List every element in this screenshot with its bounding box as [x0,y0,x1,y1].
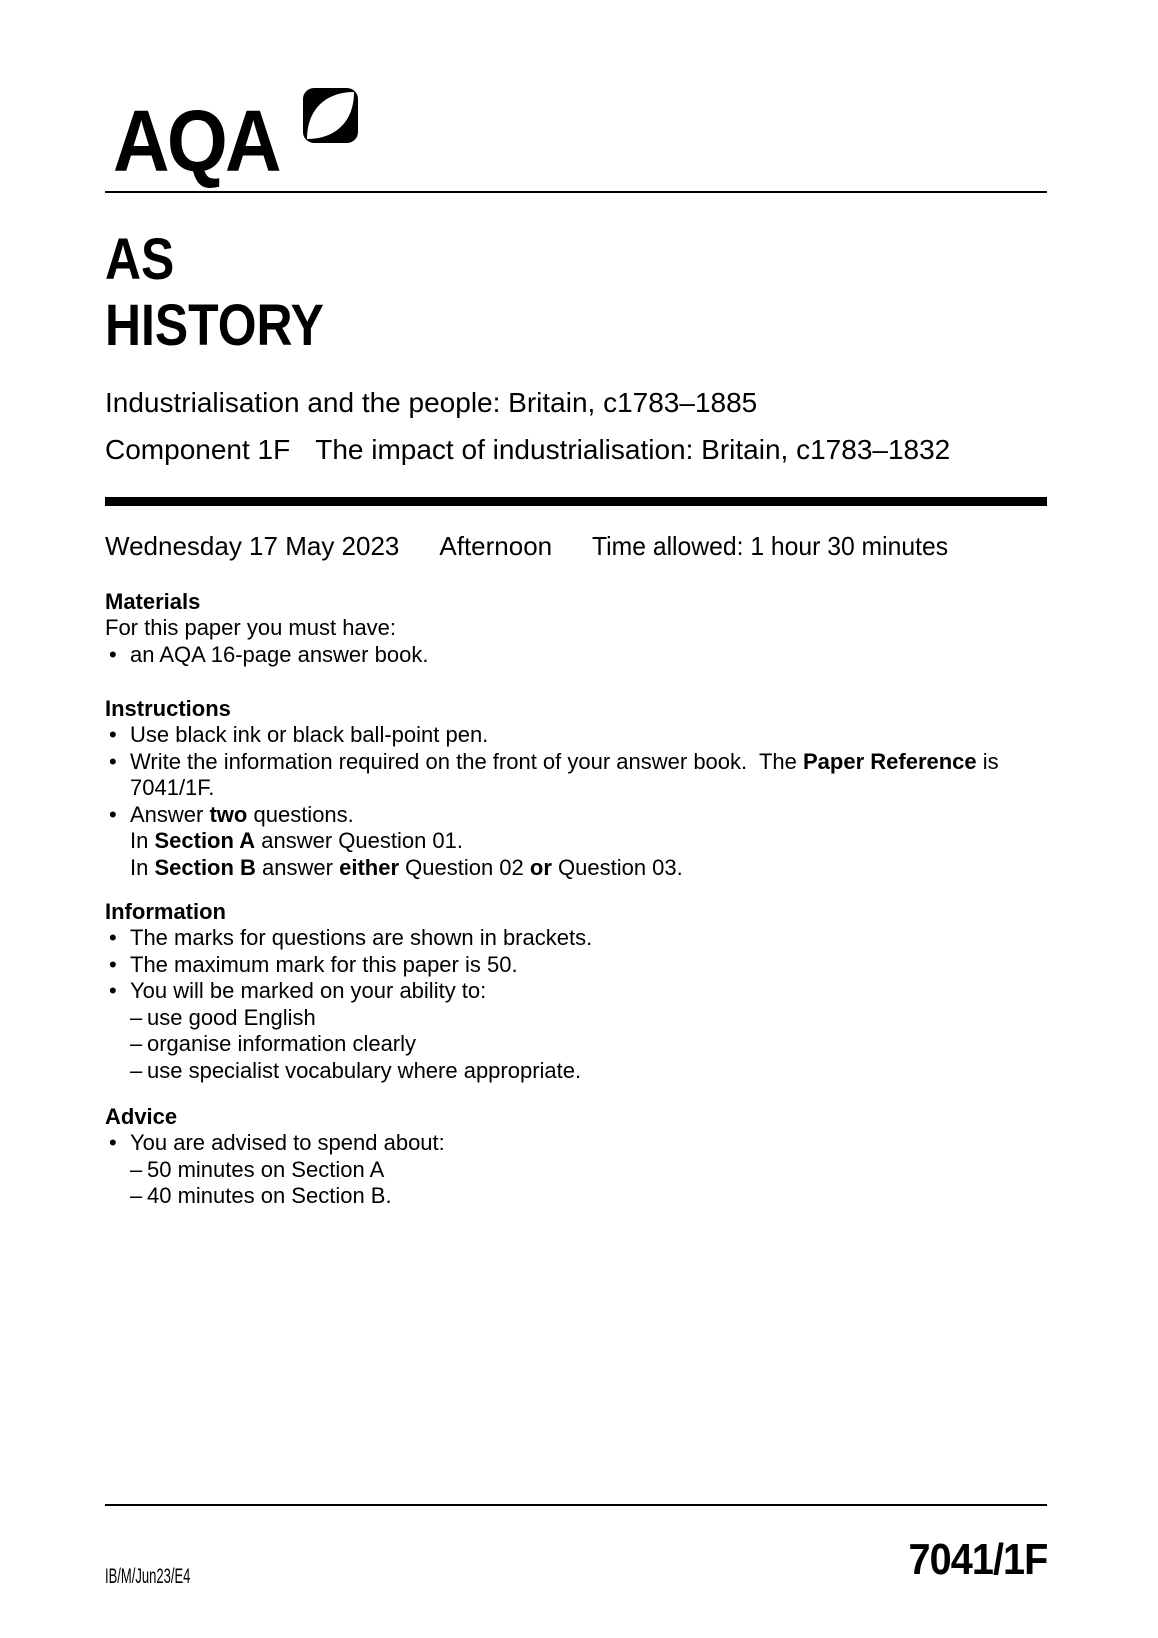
list-item [105,1130,1070,1157]
text: Answer [130,801,210,827]
page-title [105,227,324,359]
list-subitem [105,1058,1070,1085]
bullet-icon: • [109,951,117,977]
text: an AQA 16-page answer book. [130,641,429,667]
section-instructions [105,695,1070,881]
dash-icon: – [130,1004,143,1030]
list-item [105,642,1070,669]
dash-icon: – [130,1057,143,1083]
text: use good English [147,1004,316,1030]
title-divider [105,497,1047,506]
text: Question 02 [399,854,530,880]
bullet-list [105,925,1070,1084]
bold-text: either [339,854,400,880]
bullet-list [105,722,1070,881]
list-item-text [130,642,1070,669]
section-intro: For this paper you must have: [105,615,397,640]
text: use specialist vocabulary where appropriate. [147,1057,582,1083]
text: In [130,854,155,880]
exam-date: Wednesday 17 May 2023 [105,531,400,561]
bullet-icon: • [109,1130,117,1155]
dash-icon: – [130,1183,143,1208]
text: answer Question 01. [255,828,464,853]
header-divider [105,191,1047,193]
time-allowed: Time allowed: 1 hour 30 minutes [592,531,949,561]
bold-text: or [529,854,552,880]
text: The maximum mark for this paper is 50. [130,951,518,977]
list-item-text [130,978,1070,1005]
list-item [105,749,1070,776]
bold-text: two [209,801,248,827]
text: You are advised to spend about: [130,1130,445,1155]
text: Write the information required on the front of your answer book. The [130,748,803,774]
dash-icon: – [130,1031,143,1056]
footer-divider [105,1504,1047,1506]
qualification-level: AS [105,227,175,292]
bullet-icon: • [109,801,117,827]
list-item-text [130,952,1070,979]
series-title: Industrialisation and the people: Britain, c1783–1885 [105,387,758,418]
text: You will be marked on your ability to: [130,978,487,1003]
section-advice [105,1103,1070,1210]
list-item-text [130,1130,1070,1157]
publication-code: IB/M/Jun23/E4 [105,1565,191,1588]
aqa-logo [113,93,297,190]
subject-name: HISTORY [105,293,324,358]
component-title: The impact of industrialisation: Britain, c1783–1832 [315,434,951,465]
text: In [130,828,155,853]
text: Use black ink or black ball-point pen. [130,722,489,747]
exam-details [105,531,967,562]
list-item [105,952,1070,979]
list-item-text [130,925,1070,952]
list-subitem [105,1005,1070,1032]
list-item-text [130,722,1070,749]
section-information [105,898,1070,1084]
dash-icon: – [130,1156,143,1182]
paper-reference-code: 7041/1F [907,1535,1047,1584]
text: Question 03. [551,854,683,880]
bold-text: Section A [154,828,256,853]
list-item [105,722,1070,749]
list-item-text [130,749,1070,776]
section-heading: Instructions [105,696,231,721]
list-item [105,978,1070,1005]
exam-session: Afternoon [439,531,553,561]
section-heading: Materials [105,589,201,614]
text: organise information clearly [147,1031,417,1056]
bullet-icon: • [109,722,117,747]
bullet-icon: • [109,925,117,950]
component-code: Component 1F [105,434,291,465]
bullet-list [105,1130,1070,1210]
text: 7041/1F. [130,775,215,800]
section-heading: Advice [105,1104,178,1129]
bullet-list [105,642,1070,669]
list-subitem [105,775,1070,802]
list-subitem [105,1031,1070,1058]
text: 40 minutes on Section B. [147,1183,392,1208]
aqa-leaf-icon [303,88,358,143]
list-item [105,802,1070,829]
bullet-icon: • [109,978,117,1003]
list-subitem [105,1183,1070,1210]
bullet-icon: • [109,641,117,667]
text: questions. [247,801,354,827]
component-line [105,433,950,466]
bullet-icon: • [109,748,117,774]
aqa-logo-text: AQA [113,93,279,190]
text: 50 minutes on Section A [147,1156,385,1182]
list-subitem [105,855,1070,882]
bold-text: Section B [154,854,256,880]
text: is [976,748,999,774]
list-subitem [105,1157,1070,1184]
text: answer [255,854,340,880]
list-subitem [105,828,1070,855]
list-item [105,925,1070,952]
section-heading: Information [105,899,226,924]
text: The marks for questions are shown in brackets. [130,925,593,950]
list-item-text [130,802,1070,829]
section-materials [105,588,1070,668]
bold-text: Paper Reference [803,748,977,774]
